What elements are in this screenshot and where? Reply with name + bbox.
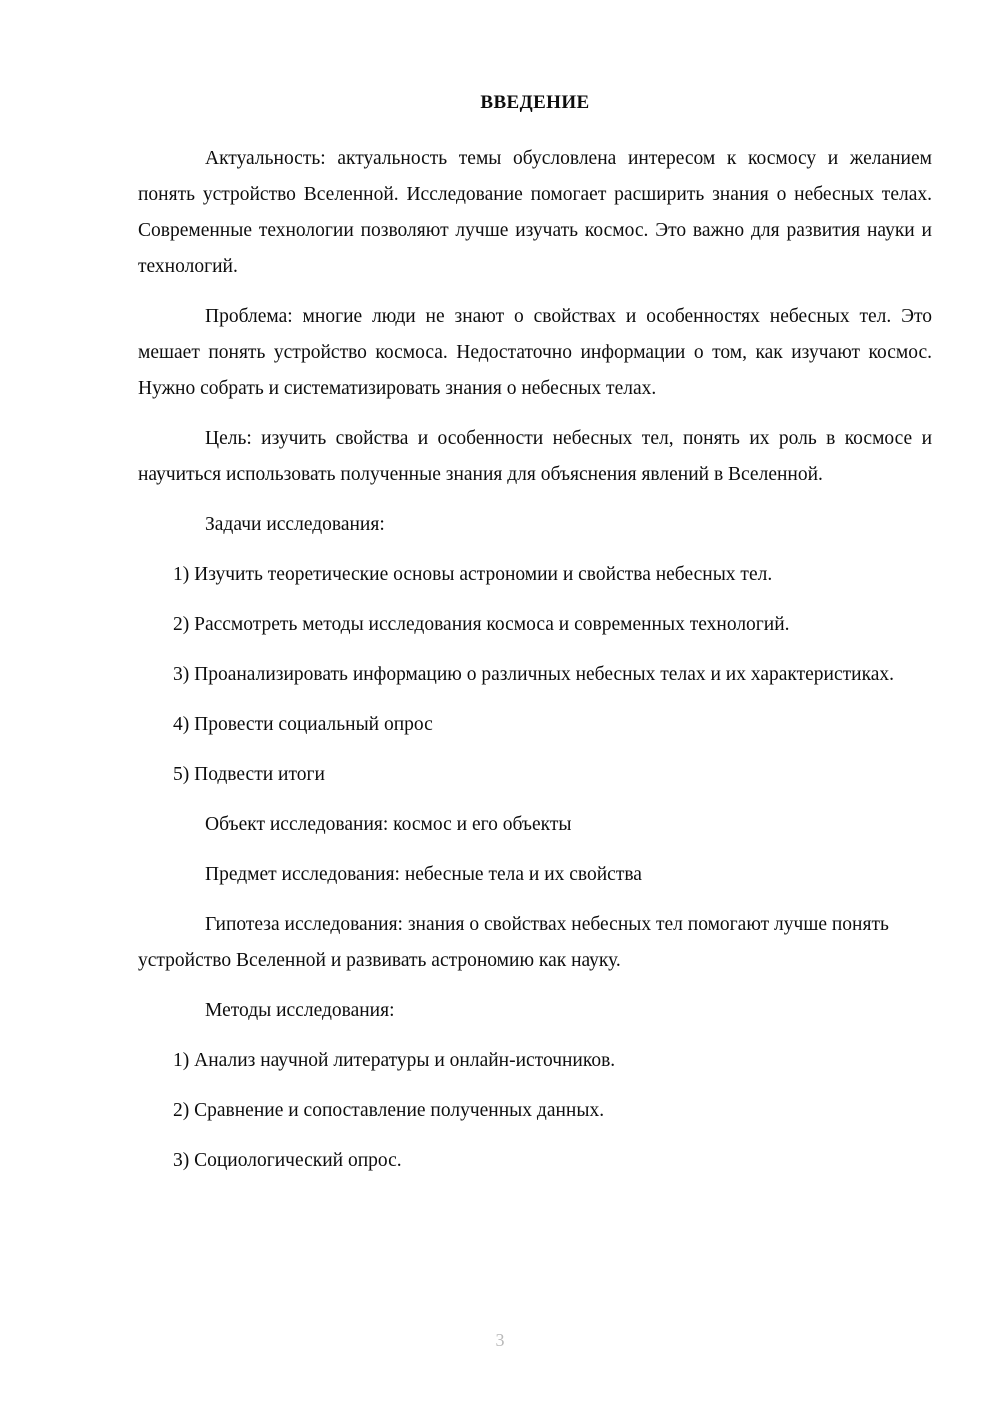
method-item-1: 1) Анализ научной литературы и онлайн-источников. [173, 1049, 616, 1071]
method-item-3: 3) Социологический опрос. [173, 1149, 402, 1171]
page-number: 3 [495, 1330, 505, 1350]
object-of-research-line: Объект исследования: космос и его объекты [205, 813, 572, 835]
paragraph-problem: Проблема: многие люди не знают о свойствах и особенностях небесных тел. Это мешает понять устройство космоса. Недостаточно информации о том, как изучают космос. Нужно собрать и систематизировать знания о небесных телах. [138, 305, 932, 399]
task-item-1: 1) Изучить теоретические основы астрономии и свойства небесных тел. [173, 563, 773, 585]
tasks-label: Задачи исследования: [205, 513, 385, 535]
paragraph-relevance: Актуальность: актуальность темы обусловлена интересом к космосу и желанием понять устройство Вселенной. Исследование помогает расширить знания о небесных телах. Современные технологии позволяют лучше изучать космос. Это важно для развития науки и технологий. [138, 147, 932, 277]
page-title: ВВЕДЕНИЕ [480, 92, 590, 113]
task-item-3: 3) Проанализировать информацию о различных небесных телах и их характеристиках. [173, 663, 895, 685]
page-content [138, 92, 932, 1193]
task-item-2: 2) Рассмотреть методы исследования космоса и современных технологий. [173, 613, 790, 635]
task-item-4: 4) Провести социальный опрос [173, 713, 433, 735]
methods-label: Методы исследования: [205, 999, 395, 1021]
hypothesis-paragraph: Гипотеза исследования: знания о свойствах небесных тел помогают лучше понять устройство Вселенной и развивать астрономию как науку. [138, 913, 889, 971]
task-item-5: 5) Подвести итоги [173, 763, 325, 785]
method-item-2: 2) Сравнение и сопоставление полученных данных. [173, 1099, 605, 1121]
subject-of-research-line: Предмет исследования: небесные тела и их свойства [205, 863, 642, 885]
paragraph-goal: Цель: изучить свойства и особенности небесных тел, понять их роль в космосе и научиться использовать полученные знания для объяснения явлений в Вселенной. [138, 427, 932, 485]
